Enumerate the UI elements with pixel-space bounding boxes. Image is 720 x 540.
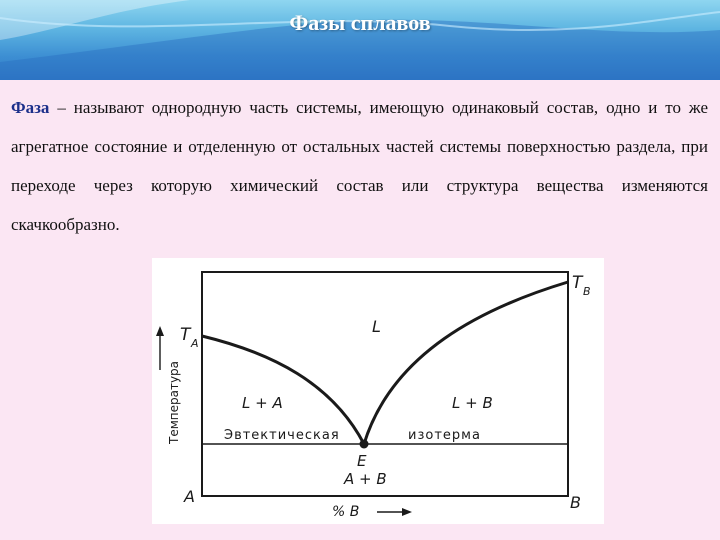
eutectic-label-left: Эвтектическая [224,428,340,443]
eutectic-point-label: E [357,452,367,470]
y-axis-label: Температура [167,360,181,444]
ta-subscript: A [191,337,199,350]
region-l-label: L [372,317,381,336]
definition-term: Фаза [11,98,50,117]
x-axis-label: % B [332,504,360,520]
component-b-label: B [570,493,581,512]
eutectic-point [360,440,369,449]
tb-subscript: B [583,285,591,298]
phase-diagram-svg [152,258,604,524]
definition-text: – называют однородную часть системы, имеющую одинаковый состав, одно и то же агрегатное состояние и отделенную от остальных частей системы поверхностью раздела, при переходе через которую химический состав или структура вещества изменяются скачкообразно. [11,98,708,234]
x-axis-arrow-head [402,508,412,516]
tb-label: T [572,273,583,293]
page-title: Фазы сплавов [289,10,431,35]
phase-diagram [152,258,604,524]
title-banner [0,0,720,80]
region-l-plus-a-label: L + A [242,394,283,412]
diagram-frame [202,272,568,496]
region-l-plus-b-label: L + B [452,394,493,412]
component-a-label: A [184,487,195,506]
ta-label: T [180,325,191,345]
liquidus-curve-b [364,282,568,444]
y-axis-arrow-head [156,326,164,336]
region-a-plus-b-label: A + B [344,470,387,488]
eutectic-label-right: изотерма [408,428,481,443]
definition-paragraph [11,88,708,244]
